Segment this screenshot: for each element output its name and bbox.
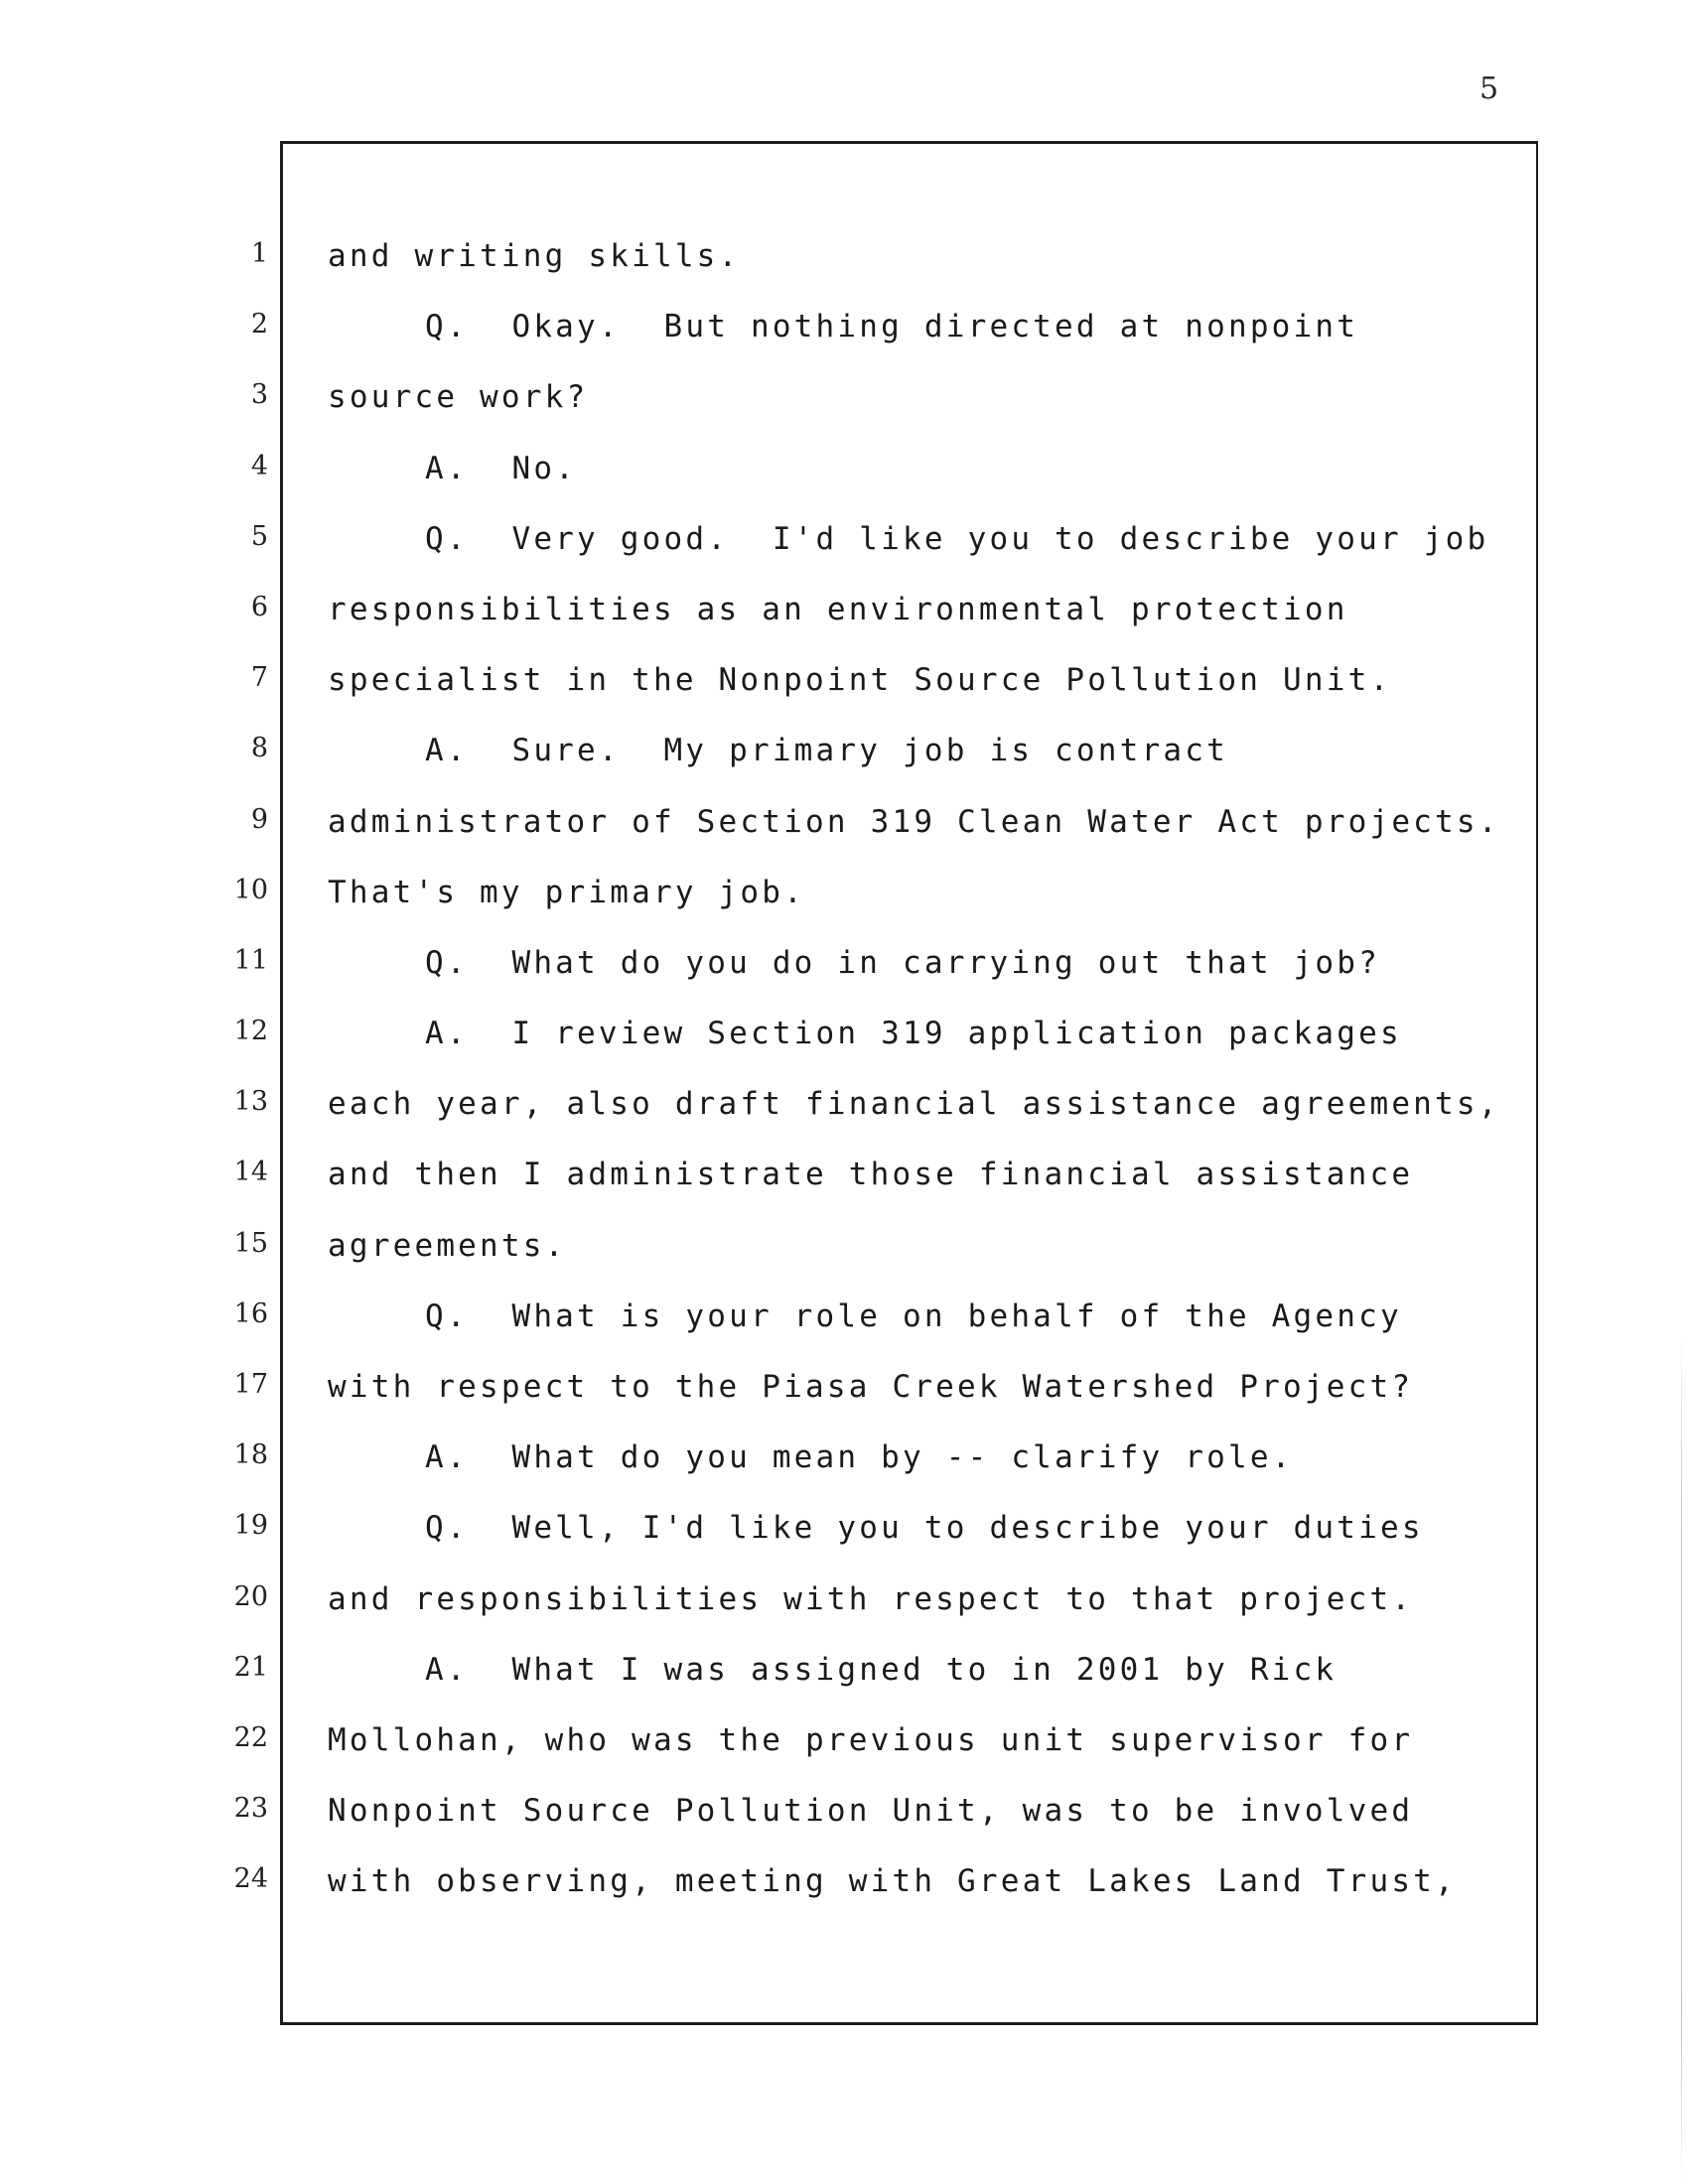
transcript-line	[0, 1291, 1692, 1361]
page-number: 5	[1480, 71, 1499, 106]
transcript-line	[0, 1714, 1692, 1785]
line-number: 22	[233, 1721, 268, 1753]
scan-edge-line	[1681, 1330, 1682, 2184]
line-number: 15	[233, 1227, 268, 1259]
transcript-lines	[0, 230, 1692, 1927]
line-text: A. What I was assigned to in 2001 by Rick	[425, 1651, 1338, 1688]
line-text: Q. Very good. I'd like you to describe your job	[425, 520, 1489, 557]
transcript-line	[0, 654, 1692, 725]
transcript-line	[0, 1644, 1692, 1714]
transcript-line	[0, 443, 1692, 513]
transcript-line	[0, 1078, 1692, 1149]
line-text: and responsibilities with respect to that project.	[328, 1580, 1414, 1617]
line-number: 17	[233, 1369, 268, 1400]
line-number: 5	[250, 520, 268, 552]
line-text: responsibilities as an environmental protection	[328, 591, 1348, 627]
transcript-line	[0, 1855, 1692, 1926]
line-text: with observing, meeting with Great Lakes Land Trust,	[328, 1863, 1457, 1900]
line-text: That's my primary job.	[328, 874, 805, 910]
transcript-line	[0, 513, 1692, 584]
line-number: 24	[233, 1863, 268, 1895]
line-number: 21	[233, 1651, 268, 1683]
line-number: 2	[250, 309, 268, 341]
line-text: and writing skills.	[328, 238, 741, 274]
line-text: source work?	[328, 379, 589, 416]
line-number: 16	[233, 1297, 268, 1329]
line-text: Q. Okay. But nothing directed at nonpoint	[425, 309, 1359, 345]
transcript-line	[0, 796, 1692, 867]
transcript-line	[0, 1785, 1692, 1855]
line-number: 18	[233, 1439, 268, 1471]
transcript-line	[0, 1361, 1692, 1432]
line-number: 8	[250, 733, 268, 764]
line-text: Q. Well, I'd like you to describe your duties	[425, 1510, 1424, 1547]
line-text: agreements.	[328, 1227, 567, 1264]
line-text: with respect to the Piasa Creek Watershed Project?	[328, 1369, 1414, 1405]
line-text: Q. What do you do in carrying out that job?	[425, 944, 1380, 981]
line-text: A. Sure. My primary job is contract	[425, 733, 1228, 769]
line-number: 13	[233, 1086, 268, 1118]
line-number: 9	[250, 803, 268, 835]
transcript-line	[0, 1008, 1692, 1078]
line-number: 12	[233, 1016, 268, 1047]
transcript-line	[0, 1573, 1692, 1644]
line-number: 4	[250, 450, 268, 481]
transcript-line	[0, 584, 1692, 654]
transcript-line	[0, 937, 1692, 1008]
transcript-line	[0, 301, 1692, 371]
line-number: 11	[233, 944, 268, 976]
line-text: Q. What is your role on behalf of the Agency	[425, 1297, 1402, 1334]
transcript-line	[0, 867, 1692, 937]
line-number: 10	[233, 874, 268, 905]
transcript-line	[0, 1220, 1692, 1291]
line-text: A. I review Section 319 application packages	[425, 1016, 1402, 1052]
line-number: 14	[233, 1157, 268, 1188]
line-text: Nonpoint Source Pollution Unit, was to be involved	[328, 1793, 1414, 1830]
line-text: Mollohan, who was the previous unit supervisor for	[328, 1721, 1414, 1758]
line-text: A. No.	[425, 450, 578, 486]
line-number: 7	[250, 662, 268, 694]
line-text: A. What do you mean by -- clarify role.	[425, 1439, 1294, 1476]
transcript-line	[0, 725, 1692, 795]
line-text: each year, also draft financial assistance agreements,	[328, 1086, 1500, 1123]
line-text: specialist in the Nonpoint Source Pollution Unit.	[328, 662, 1392, 699]
line-text: administrator of Section 319 Clean Water Act projects.	[328, 803, 1500, 840]
line-number: 6	[250, 591, 268, 622]
transcript-line	[0, 230, 1692, 301]
line-number: 23	[233, 1793, 268, 1825]
line-text: and then I administrate those financial assistance	[328, 1157, 1414, 1193]
transcript-line	[0, 1149, 1692, 1219]
transcript-line	[0, 1502, 1692, 1572]
line-number: 3	[250, 379, 268, 411]
line-number: 1	[250, 238, 268, 269]
transcript-line	[0, 1432, 1692, 1502]
transcript-line	[0, 371, 1692, 442]
line-number: 19	[233, 1510, 268, 1542]
line-number: 20	[233, 1580, 268, 1612]
